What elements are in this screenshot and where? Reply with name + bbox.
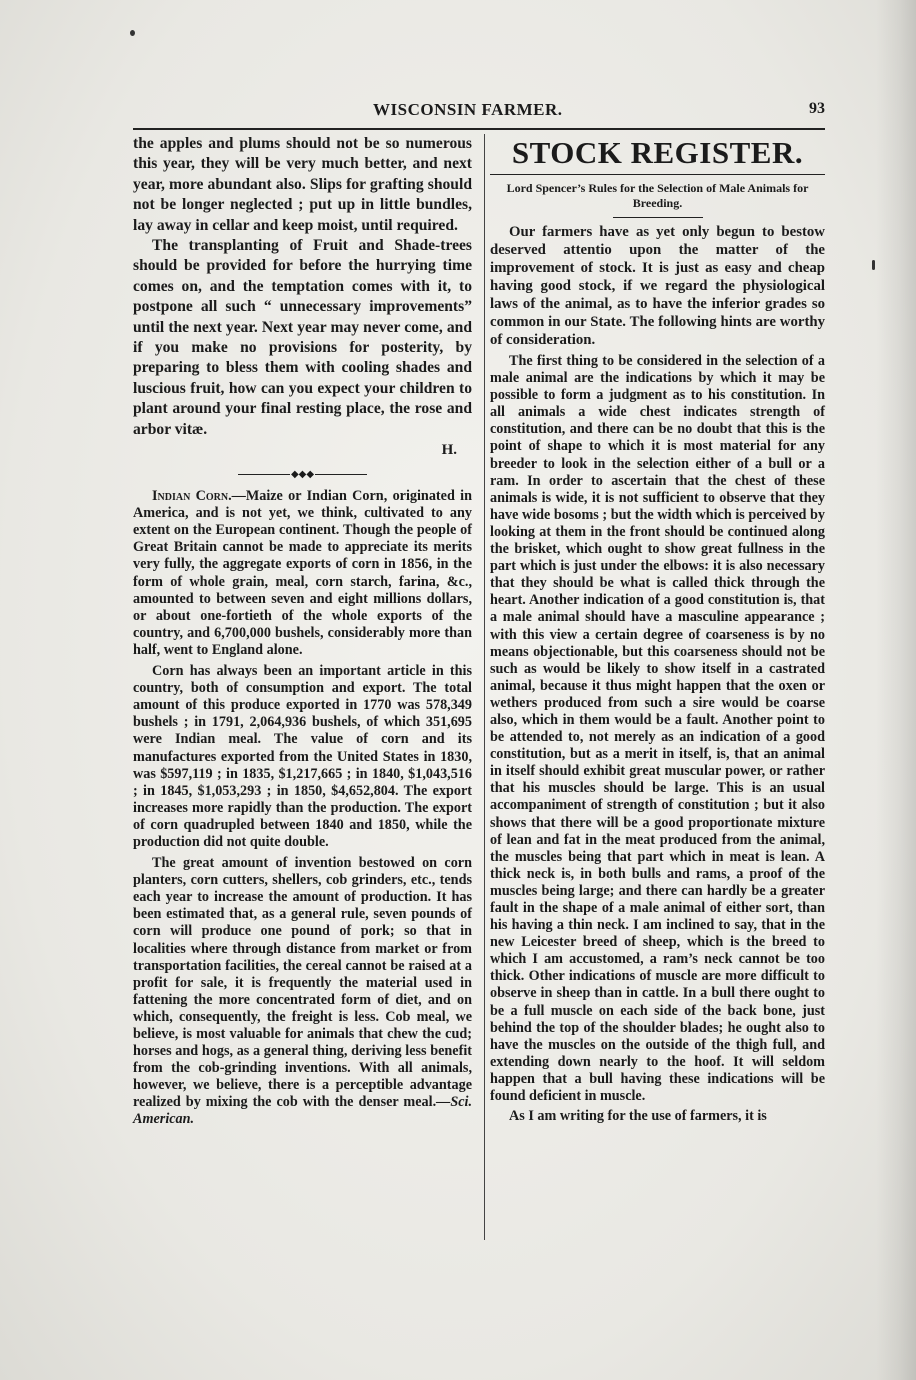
section-rule	[490, 174, 825, 175]
ornament-glyph: ◆◆◆	[290, 469, 315, 481]
intro-paragraph: Our farmers have as yet only begun to bestow deserved attentio upon the matter of the improvement of stock. It is just as easy and cheap having good stock, if we regard the physiological laws of the animal, as to have the inferior grades so common in our State. The following hints are worthy of consideration.	[490, 224, 825, 348]
subhead-rule	[613, 217, 703, 218]
corn-invention-text: The great amount of invention bestowed on corn planters, corn cutters, shellers, cob grinders, etc., tends each year to increase the amount of production. It has been estimated that, as a general rule, seven pounds of corn will produce one pound of pork; so that in localities where through distance from market or from transportation facilities, the cereal cannot be raised at a profit for sale, it is frequently the material used in fattening the more concentrated form of diet, and on which, consequently, the freight is less. Cob meal, we believe, is most valuable for animals that chew the cud; horses and hogs, as a general thing, deriving less benefit from the cob-grinding inventions. With all animals, however, we believe, there is a perceptible advantage realized by mixing the cob with the denser meal.	[133, 855, 472, 1111]
author-signature: H.	[441, 442, 457, 459]
speck	[130, 30, 135, 36]
transplanting-paragraph: The transplanting of Fruit and Shade-trees should be provided for before the hurrying time comes on, and the temptation comes with it, to postpone all such “ unnecessary improvements” until the next year. Next year may never come, and if you make no provisions for posterity, by preparing to bless them with cooling shades and luscious fruit, how can you expect your children to plant around your final resting place, the rose and arbor vitæ.	[133, 237, 472, 438]
corn-invention-paragraph	[133, 855, 472, 1129]
header-rule	[133, 128, 825, 130]
speck	[872, 260, 875, 270]
running-title: WISCONSIN FARMER.	[373, 100, 563, 119]
page-edge-shadow	[876, 0, 916, 1380]
indian-corn-paragraph	[133, 488, 472, 659]
left-column	[133, 134, 472, 1129]
page-number: 93	[809, 100, 825, 117]
indian-corn-text: —Maize or Indian Corn, originated in America, and is not yet, we think, cultivated to any extent on the European continent. Though the people of Great Britain cannot be made to appreciate its merits very fully, the aggregate exports of corn in 1856, in the form of whole grain, meal, corn starch, farina, &c., amounted to between seven and eight millions dollars, or about one-fortieth of the whole exports of the country, and 6,700,000 bushels, considerably more than half, went to England alone.	[133, 488, 472, 658]
closing-line: As I am writing for the use of farmers, it is	[509, 1108, 767, 1125]
article-subhead: Lord Spencer’s Rules for the Selection of Male Animals for Breeding.	[506, 181, 809, 210]
orchard-paragraph: the apples and plums should not be so numerous this year, they will be very much better, and next year, more abundant also. Slips for grafting should not be longer neglected ; put up in little bundles, lay away in cellar and keep moist, until required.	[133, 135, 472, 234]
selection-paragraph: The first thing to be considered in the selection of a male animal are the indications by which it may be possible to form a judgment as to his constitution. In all animals a wide chest indicates strength of constitution, and there can be no doubt that this is the point of shape to which it is most material for any breeder to look in the selection either of a bull or a ram. In order to ascertain that the chest of these animals is wide, it is not sufficient to observe that they have wide bosoms ; but the width which is perceived by looking at them in the front should be continued along the brisket, which ought to show great fullness in the part which is just under the elbows: it is also necessary that they should be what is called thick through the heart. Another indication of a good constitution is, that a male animal should have a masculine appearance ; with this view a certain degree of coarseness is by no means objectionable, but this coarseness should not be such as would be likely to show itself in a castrated animal, because it thus might happen that the oxen or wethers produced from such a sire would be coarse also, which in them would be a fault. Another point to be attended to, not merely as an indication of a good constitution, but as a merit in itself, is, that an animal in itself should exhibit great muscular power, or rather that his muscles should be large. This is an usual accompaniment of strength of constitution ; but it also shows that there will be a good proportionate mixture of lean and fat in the meat produced from the animal, the muscles being that part which in meat is lean. A thick neck is, in both bulls and rams, a proof of the muscles being large; and there can hardly be a greater fault in the shape of a male animal of either sort, than his having a thin neck. I am inclined to say, that in the new Leicester breed of sheep, which is the breed to which I am accustomed, a ram’s neck cannot be too thick. Other indications of muscle are more difficult to observe in sheep than in cattle. In a bull there ought to be a full muscle on each side of the back bone, just behind the top of the shoulder blades; he ought also to have the muscles on the outside of the thigh full, and extending down nearly to the hoof. It will seldom happen that a bull having these indications will be found deficient in muscle.	[490, 353, 825, 1105]
article-lead: Indian Corn.	[152, 488, 232, 505]
section-ornament	[133, 466, 472, 484]
corn-exports-paragraph: Corn has always been an important article in this country, both of consumption and export. The total amount of this produce exported in 1770 was 578,349 bushels ; in 1791, 2,064,936 bushels, of which 351,695 were Indian meal. The value of corn and its manufactures exported from the United States in 1830, was $597,119 ; in 1835, $1,217,665 ; in 1840, $1,043,516 ; in 1845, $1,053,293 ; in 1850, $4,652,804. The export increases more rapidly than the production. The export of corn quadrupled between 1840 and 1850, while the production did not quite double.	[133, 663, 472, 850]
section-title: STOCK REGISTER.	[511, 135, 804, 170]
source-credit: —Sci. American.	[133, 1094, 472, 1128]
column-rule	[484, 134, 485, 1240]
running-header	[133, 100, 825, 124]
right-column	[490, 134, 825, 1125]
